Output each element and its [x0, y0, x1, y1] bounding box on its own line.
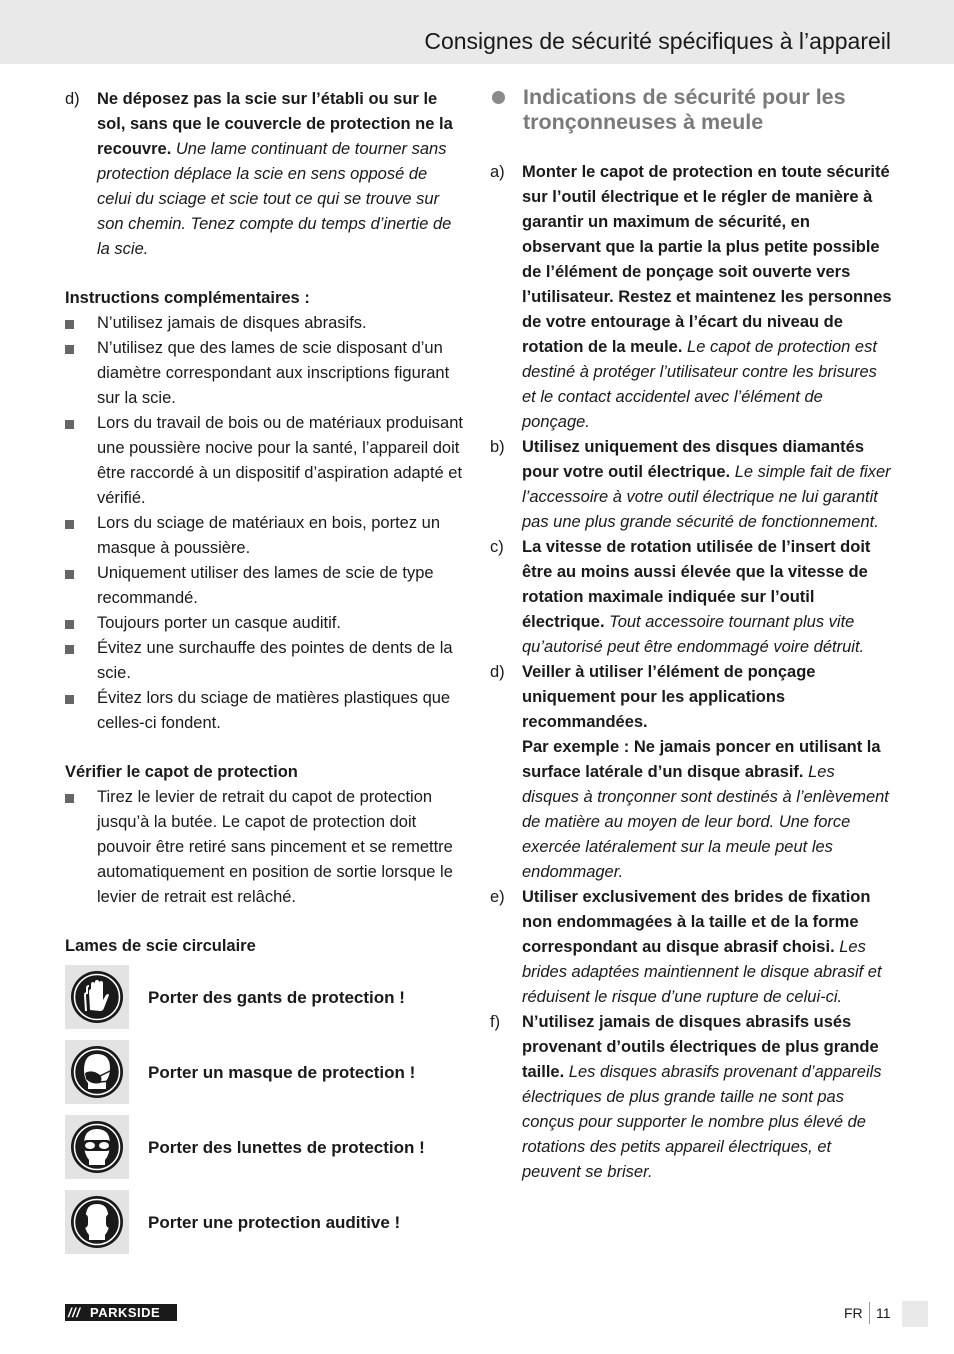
page-tab-marker — [902, 1301, 928, 1327]
item-bold-example: Par exemple : Ne jamais poncer en utilisant la surface latérale d’un disque abrasif. — [522, 738, 881, 781]
list-item: Évitez lors du sciage de matières plastiques que celles-ci fondent. — [65, 686, 465, 736]
language-code: FR — [844, 1305, 863, 1321]
item-bold-text: Utiliser exclusivement des brides de fixation non endommagées à la taille et de la forme correspondant au disque abrasif choisi. — [522, 888, 871, 956]
brand-name: PARKSIDE — [90, 1305, 161, 1320]
instruction-item-c — [490, 535, 892, 660]
instruction-item-e — [490, 885, 892, 1010]
item-letter: f) — [490, 1013, 501, 1031]
item-italic-text: Le capot de protection est destiné à protéger l’utilisateur contre les brisures et le contact accidentel avec l’élément de ponçage. — [522, 338, 877, 431]
item-bold-text: La vitesse de rotation utilisée de l’insert doit être au moins aussi élevée que la vitesse de rotation maximale indiquée sur l’outil électrique. — [522, 538, 871, 631]
ppe-row-hearing — [65, 1190, 465, 1257]
list-item: Évitez une surchauffe des pointes de dents de la scie. — [65, 636, 465, 686]
item-letter: b) — [490, 438, 505, 456]
item-bold-text: Utilisez uniquement des disques diamantés pour votre outil électrique. — [522, 438, 864, 481]
item-letter: a) — [490, 163, 505, 181]
item-letter: d) — [490, 663, 505, 681]
item-letter: e) — [490, 888, 505, 906]
bullet-icon — [65, 620, 74, 629]
item-italic-text: Les disques abrasifs provenant d’appareils électriques de plus grande taille ne sont pas conçus pour supporter le nombre plus élevé de rotations des petits appareil électriques, et peuvent se briser. — [522, 1063, 882, 1181]
footer-divider — [869, 1302, 870, 1324]
logo-slashes: /// — [68, 1305, 81, 1320]
ppe-icon-list — [65, 965, 465, 1257]
bullet-icon — [65, 794, 74, 803]
bullet-icon — [65, 345, 74, 354]
instruction-item-d — [490, 660, 892, 885]
safety-goggles-icon — [65, 1115, 129, 1179]
ear-protection-icon — [65, 1190, 129, 1254]
instruction-item-d — [65, 87, 465, 262]
bullet-icon — [65, 520, 74, 529]
guard-check-heading: Vérifier le capot de protection — [65, 763, 298, 781]
bullet-icon — [65, 320, 74, 329]
ppe-row-goggles — [65, 1115, 465, 1182]
list-item: Tirez le levier de retrait du capot de protection jusqu’à la butée. Le capot de protection doit pouvoir être retiré sans pincement et se remettre automatiquement en position de sortie lorsque le levier de retrait est relâché. — [65, 785, 465, 910]
item-letter: c) — [490, 538, 504, 556]
instruction-item-a — [490, 160, 892, 435]
bullet-icon — [65, 570, 74, 579]
page-header — [0, 0, 954, 64]
page-title: Consignes de sécurité spécifiques à l’appareil — [424, 28, 891, 54]
brand-logo — [65, 1304, 177, 1321]
bullet-dot-icon — [492, 91, 505, 104]
bullet-icon — [65, 695, 74, 704]
saw-blades-heading: Lames de scie circulaire — [65, 937, 256, 955]
list-item: Toujours porter un casque auditif. — [65, 611, 465, 636]
list-item: Lors du travail de bois ou de matériaux produisant une poussière nocive pour la santé, l’appareil doit être raccordé à un dispositif d’aspiration adapté et vérifié. — [65, 411, 465, 511]
gloves-icon — [65, 965, 129, 1029]
item-italic-text: Tout accessoire tournant plus vite qu’autorisé peut être endommagé voire détruit. — [522, 613, 865, 656]
list-item: N’utilisez que des lames de scie disposant d’un diamètre correspondant aux inscriptions figurant sur la scie. — [65, 336, 465, 411]
item-italic-text: Les brides adaptées maintiennent le disque abrasif et réduisent le risque d’une rupture de celui-ci. — [522, 938, 882, 1006]
item-italic-text: Les disques à tronçonner sont destinés à l’enlèvement de matière au moyen de leur bord. Une force exercée latéralement sur la meule peut les endommager. — [522, 763, 889, 881]
list-item: Uniquement utiliser des lames de scie de type recommandé. — [65, 561, 465, 611]
complementary-heading: Instructions complémentaires : — [65, 289, 310, 307]
ppe-label: Porter un masque de protection ! — [148, 1063, 416, 1082]
right-column — [490, 85, 892, 1185]
ppe-label: Porter des gants de protection ! — [148, 988, 405, 1007]
bullet-icon — [65, 645, 74, 654]
item-italic-text: Le simple fait de fixer l’accessoire à votre outil électrique ne lui garantit pas une plus grande sécurité de fonctionnement. — [522, 463, 891, 531]
instruction-item-f — [490, 1010, 892, 1185]
ppe-label: Porter une protection auditive ! — [148, 1213, 401, 1232]
complementary-list — [65, 311, 465, 736]
ppe-row-mask — [65, 1040, 465, 1107]
page-number: 11 — [876, 1305, 891, 1321]
bullet-icon — [65, 420, 74, 429]
guard-check-list — [65, 785, 465, 910]
ppe-label: Porter des lunettes de protection ! — [148, 1138, 425, 1157]
ppe-row-gloves — [65, 965, 465, 1032]
item-bold-text: N’utilisez jamais de disques abrasifs usés provenant d’outils électriques de plus grande taille. — [522, 1013, 879, 1081]
instruction-item-b — [490, 435, 892, 535]
section-title: Indications de sécurité pour les tronçonneuses à meule — [490, 85, 892, 135]
item-bold-text: Ne déposez pas la scie sur l’établi ou sur le sol, sans que le couvercle de protection ne la recouvre. — [97, 90, 453, 158]
list-item: N’utilisez jamais de disques abrasifs. — [65, 311, 465, 336]
item-letter: d) — [65, 90, 80, 108]
left-column — [65, 87, 465, 1265]
item-italic-text: Une lame continuant de tourner sans protection déplace la scie en sens opposé de celui du sciage et scie tout ce qui se trouve sur son chemin. Tenez compte du temps d’inertie de la scie. — [97, 140, 452, 258]
list-item: Lors du sciage de matériaux en bois, portez un masque à poussière. — [65, 511, 465, 561]
item-bold-text: Monter le capot de protection en toute sécurité sur l’outil électrique et le régler de manière à garantir un maximum de sécurité, en observant que la partie la plus petite possible de l’élément de ponçage soit ouverte vers l’utilisateur. Restez et maintenez les personnes de votre entourage à l’écart du niveau de rotation de la meule. — [522, 163, 892, 356]
dust-mask-icon — [65, 1040, 129, 1104]
item-bold-text: Veiller à utiliser l’élément de ponçage uniquement pour les applications recommandées. — [522, 663, 816, 731]
